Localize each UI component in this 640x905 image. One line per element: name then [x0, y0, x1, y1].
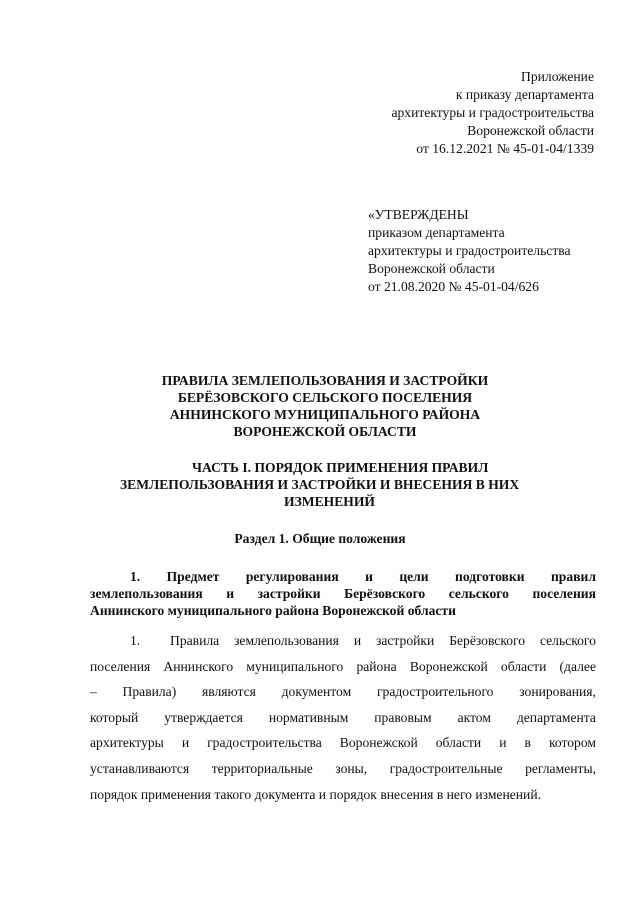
appendix-line: к приказу департамента [455, 87, 594, 102]
paragraph-line [90, 654, 596, 680]
article-heading-row [90, 568, 596, 585]
article-heading-word: сельского [448, 586, 509, 601]
paragraph-line [90, 679, 596, 705]
article-heading-row [90, 585, 596, 602]
paragraph-word: градостроительные [389, 760, 503, 776]
paragraph-word: территориальные [211, 760, 313, 776]
article-heading [90, 568, 596, 619]
appendix-header [294, 68, 594, 158]
paragraph-word: Аннинского [163, 658, 234, 674]
article-heading-word: 1. [130, 569, 141, 584]
appendix-order-reference: от 16.12.2021 № 45-01-04/1339 [416, 141, 594, 156]
paragraph-word: в [524, 735, 531, 751]
paragraph-word: землепользования [234, 633, 339, 648]
paragraph-word: застройки [376, 633, 435, 648]
part-heading-line: ЧАСТЬ I. ПОРЯДОК ПРИМЕНЕНИЯ ПРАВИЛ [192, 460, 489, 475]
paragraph-word: документом [281, 684, 352, 700]
paragraph-line [90, 756, 596, 782]
paragraph-word: зоны, [335, 760, 368, 776]
title-line: АННИНСКОГО МУНИЦИПАЛЬНОГО РАЙОНА [169, 407, 481, 422]
paragraph-word: устанавливаются [90, 760, 190, 776]
paragraph-word: и [499, 735, 507, 751]
part-heading-line: ИЗМЕНЕНИЙ [284, 494, 376, 509]
approved-line: Воронежской области [368, 261, 495, 276]
paragraph-line [90, 730, 596, 756]
title-line: БЕРЁЗОВСКОГО СЕЛЬСКОГО ПОСЕЛЕНИЯ [177, 390, 473, 405]
article-heading-word: и [365, 569, 373, 584]
article-heading-word: застройки [257, 586, 321, 601]
body-paragraph [90, 628, 596, 807]
paragraph-word: Воронежской [339, 735, 418, 751]
paragraph-word: области [435, 735, 482, 751]
article-heading-word: правил [550, 569, 596, 584]
paragraph-word: района [356, 658, 397, 674]
article-heading-word: цели [399, 569, 429, 584]
approved-order-reference: от 21.08.2020 № 45-01-04/626 [368, 279, 539, 294]
appendix-line: Приложение [521, 69, 594, 84]
paragraph-word: сельского [539, 633, 596, 648]
title-line: ПРАВИЛА ЗЕМЛЕПОЛЬЗОВАНИЯ И ЗАСТРОЙКИ [161, 373, 489, 388]
article-heading-word: Предмет [166, 569, 220, 584]
paragraph-word: градостроительства [207, 735, 322, 751]
paragraph-word: муниципального [246, 658, 344, 674]
article-heading-word: подготовки [455, 569, 525, 584]
part-heading-line: ЗЕМЛЕПОЛЬЗОВАНИЯ И ЗАСТРОЙКИ И ВНЕСЕНИЯ В НИХ [120, 477, 520, 492]
article-heading-word: и [226, 586, 235, 601]
paragraph-word: и [353, 633, 362, 648]
paragraph-word: который [90, 709, 139, 725]
paragraph-word: Воронежской [409, 658, 488, 674]
paragraph-word: архитектуры [90, 735, 164, 751]
paragraph-word: Правила) [122, 684, 177, 700]
paragraph-word: регламенты, [525, 760, 596, 776]
paragraph-number: 1. Правила [130, 633, 220, 648]
article-heading-word: землепользования [90, 586, 203, 601]
paragraph-line [90, 628, 596, 654]
paragraph-word: котором [548, 735, 596, 751]
paragraph-word: (далее [559, 658, 596, 674]
title-line: ВОРОНЕЖСКОЙ ОБЛАСТИ [233, 424, 417, 439]
article-heading-word: поселения [532, 586, 596, 601]
paragraph-word: департамента [516, 709, 596, 725]
paragraph-word: – [90, 684, 97, 700]
paragraph-word: правовым [374, 709, 432, 725]
paragraph-line [90, 705, 596, 731]
article-heading-word: регулирования [245, 569, 339, 584]
paragraph-word: области [500, 658, 547, 674]
approved-line: «УТВЕРЖДЕНЫ [368, 207, 469, 222]
paragraph-word: и [181, 735, 190, 751]
paragraph-word: поселения [90, 658, 151, 674]
appendix-line: архитектуры и градостроительства [391, 105, 594, 120]
paragraph-word: являются [201, 684, 256, 700]
document-title [90, 372, 560, 440]
paragraph-word: утверждается [164, 709, 243, 725]
paragraph-word: актом [457, 709, 491, 725]
approved-line: приказом департамента [368, 225, 505, 240]
paragraph-line: порядок применения такого документа и порядок внесения в него изменений. [90, 786, 541, 802]
part-heading [88, 459, 568, 510]
section-heading: Раздел 1. Общие положения [234, 531, 406, 546]
paragraph-word: Берёзовского [449, 633, 526, 648]
paragraph-word: зонирования, [519, 684, 596, 700]
article-heading-word: Берёзовского [344, 586, 426, 601]
appendix-line: Воронежской области [467, 123, 594, 138]
article-heading-row: Аннинского муниципального района Воронежской области [90, 603, 456, 618]
paragraph-word: градостроительного [376, 684, 494, 700]
approved-line: архитектуры и градостроительства [368, 243, 571, 258]
paragraph-word: нормативным [268, 709, 349, 725]
approval-stamp-text [368, 206, 618, 296]
